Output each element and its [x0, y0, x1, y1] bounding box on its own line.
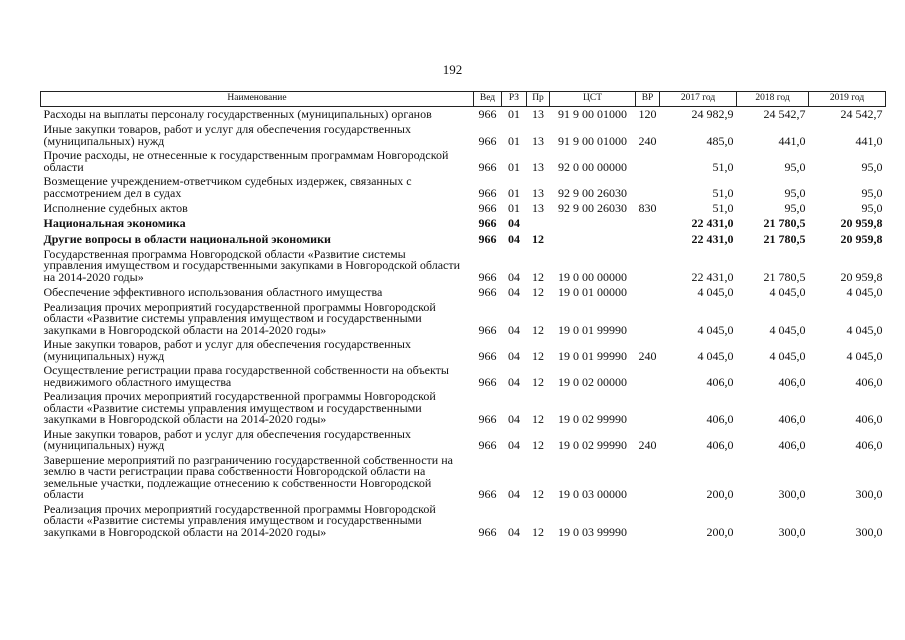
row-name: Обеспечение эффективного использования областного имущества	[43, 284, 383, 299]
header-name: Наименование	[41, 92, 474, 107]
row-vr	[636, 149, 660, 175]
row-2017: 485,0	[706, 133, 734, 148]
table-body	[41, 107, 886, 540]
row-vr: 240	[638, 348, 657, 363]
table-row	[41, 427, 886, 453]
row-name: Государственная программа Новгородской области «Развитие системы управления имуществом и государственными закупками в Новгородской области на 2014-2020 годы»	[43, 247, 461, 284]
row-2019: 20 959,8	[840, 231, 883, 246]
row-vr	[636, 232, 660, 248]
table-row	[41, 247, 886, 285]
row-rz: 04	[508, 216, 520, 230]
row-pr: 12	[532, 284, 544, 299]
row-2018: 406,0	[778, 438, 806, 452]
row-2017: 406,0	[706, 374, 734, 389]
row-vr	[636, 216, 660, 232]
row-2017: 22 431,0	[691, 216, 734, 230]
row-vr	[636, 300, 660, 338]
row-rz: 04	[508, 374, 520, 389]
row-2017: 4 045,0	[697, 284, 734, 299]
row-rz: 04	[508, 269, 520, 284]
table-row	[41, 364, 886, 390]
row-2019: 95,0	[861, 159, 883, 174]
row-2019: 95,0	[861, 200, 883, 215]
row-vr	[636, 175, 660, 201]
row-cst: 92 9 00 26030	[558, 185, 627, 200]
row-ved: 966	[478, 269, 497, 284]
row-cst: 19 0 00 00000	[558, 269, 627, 284]
row-2017: 200,0	[706, 487, 734, 501]
row-2018: 4 045,0	[769, 348, 806, 363]
row-2019: 95,0	[861, 185, 883, 200]
row-ved: 966	[478, 216, 497, 230]
row-cst: 19 0 01 00000	[558, 284, 627, 299]
row-name: Прочие расходы, не отнесенные к государственным программам Новгородской области	[43, 148, 449, 174]
row-name: Реализация прочих мероприятий государственной программы Новгородской области «Развитие системы управления имуществом и государственными закупками в Новгородской области на 2014-2020 годы»	[43, 389, 436, 426]
header-vr: ВР	[636, 92, 660, 107]
header-2019: 2019 год	[809, 92, 886, 107]
row-pr: 12	[532, 487, 544, 501]
row-name: Реализация прочих мероприятий государственной программы Новгородской области «Развитие системы управления имуществом и государственными закупками в Новгородской области на 2014-2020 годы»	[43, 502, 436, 539]
row-rz: 01	[508, 200, 520, 215]
row-rz: 04	[508, 284, 520, 299]
row-pr: 13	[532, 159, 544, 174]
row-2017: 200,0	[706, 524, 734, 539]
row-pr: 12	[532, 438, 544, 452]
table-row	[41, 232, 886, 248]
row-2019: 300,0	[855, 487, 883, 501]
row-2017: 4 045,0	[697, 322, 734, 337]
row-vr: 830	[638, 200, 657, 215]
row-2018: 406,0	[778, 412, 806, 426]
row-cst: 19 0 02 99990	[558, 438, 627, 452]
table-row	[41, 149, 886, 175]
row-ved: 966	[478, 231, 497, 246]
table-row	[41, 216, 886, 232]
row-2019: 441,0	[855, 133, 883, 148]
row-2018: 24 542,7	[763, 107, 806, 121]
row-pr: 13	[532, 200, 544, 215]
row-2019: 4 045,0	[846, 284, 883, 299]
row-vr	[636, 247, 660, 285]
row-rz: 04	[508, 412, 520, 426]
row-2017: 22 431,0	[691, 269, 734, 284]
row-name: Другие вопросы в области национальной экономики	[43, 231, 331, 246]
row-2019: 300,0	[855, 524, 883, 539]
row-2018: 21 780,5	[763, 216, 806, 230]
row-2018: 300,0	[778, 487, 806, 501]
budget-table	[40, 91, 886, 540]
row-cst	[550, 232, 636, 248]
table-row	[41, 300, 886, 338]
row-2019: 20 959,8	[840, 216, 883, 230]
row-name: Иные закупки товаров, работ и услуг для обеспечения государственных (муниципальных) нужд	[43, 427, 411, 452]
row-cst: 92 0 00 00000	[558, 159, 627, 174]
row-2019: 20 959,8	[840, 269, 883, 284]
row-ved: 966	[478, 487, 497, 501]
table-row	[41, 123, 886, 149]
row-vr	[636, 453, 660, 502]
row-2019: 24 542,7	[840, 107, 883, 121]
row-2018: 4 045,0	[769, 322, 806, 337]
table-header	[41, 92, 886, 107]
row-2019: 406,0	[855, 438, 883, 452]
row-pr: 12	[532, 374, 544, 389]
row-vr	[636, 502, 660, 540]
row-ved: 966	[478, 348, 497, 363]
table-row	[41, 390, 886, 428]
row-vr	[636, 390, 660, 428]
row-cst: 19 0 02 00000	[558, 374, 627, 389]
table-row	[41, 285, 886, 301]
row-vr: 240	[638, 133, 657, 148]
row-pr: 12	[532, 322, 544, 337]
table-row	[41, 453, 886, 502]
row-ved: 966	[478, 374, 497, 389]
row-ved: 966	[478, 284, 497, 299]
row-2017: 51,0	[712, 200, 734, 215]
row-2019: 4 045,0	[846, 322, 883, 337]
row-2017: 406,0	[706, 438, 734, 452]
row-2018: 95,0	[784, 185, 806, 200]
row-name: Исполнение судебных актов	[43, 200, 188, 215]
table-row	[41, 338, 886, 364]
row-ved: 966	[478, 159, 497, 174]
row-cst	[550, 216, 636, 232]
row-2017: 22 431,0	[691, 231, 734, 246]
row-vr: 120	[638, 107, 657, 121]
page-number: 192	[442, 62, 463, 77]
row-name: Реализация прочих мероприятий государственной программы Новгородской области «Развитие системы управления имуществом и государственными закупками в Новгородской области на 2014-2020 годы»	[43, 300, 436, 337]
row-name: Иные закупки товаров, работ и услуг для обеспечения государственных (муниципальных) нужд	[43, 122, 411, 148]
row-cst: 92 9 00 26030	[558, 200, 627, 215]
row-name: Расходы на выплаты персоналу государственных (муниципальных) органов	[43, 107, 432, 121]
row-2018: 21 780,5	[763, 269, 806, 284]
row-vr	[636, 285, 660, 301]
row-rz: 04	[508, 322, 520, 337]
row-cst: 19 0 01 99990	[558, 348, 627, 363]
row-2018: 300,0	[778, 524, 806, 539]
row-vr: 240	[638, 438, 657, 452]
row-pr	[527, 216, 550, 232]
row-name: Иные закупки товаров, работ и услуг для обеспечения государственных (муниципальных) нужд	[43, 337, 411, 363]
header-rz: РЗ	[502, 92, 527, 107]
header-ved: Вед	[474, 92, 502, 107]
row-rz: 01	[508, 107, 520, 121]
row-pr: 13	[532, 133, 544, 148]
row-cst: 19 0 01 99990	[558, 322, 627, 337]
row-ved: 966	[478, 438, 497, 452]
row-pr: 12	[532, 231, 544, 246]
row-ved: 966	[478, 412, 497, 426]
table-row	[41, 175, 886, 201]
row-pr: 13	[532, 185, 544, 200]
row-pr: 13	[532, 107, 544, 121]
header-2017: 2017 год	[660, 92, 737, 107]
row-vr	[636, 364, 660, 390]
row-2017: 406,0	[706, 412, 734, 426]
row-rz: 01	[508, 185, 520, 200]
row-ved: 966	[478, 185, 497, 200]
row-rz: 01	[508, 133, 520, 148]
row-rz: 04	[508, 524, 520, 539]
row-2018: 406,0	[778, 374, 806, 389]
row-2018: 441,0	[778, 133, 806, 148]
header-2018: 2018 год	[737, 92, 809, 107]
row-ved: 966	[478, 200, 497, 215]
row-name: Возмещение учреждением-ответчиком судебных издержек, связанных с рассмотрением дел в судах	[43, 174, 412, 200]
row-name: Осуществление регистрации права государственной собственности на объекты недвижимого областного имущества	[43, 363, 449, 389]
row-ved: 966	[478, 524, 497, 539]
row-rz: 04	[508, 438, 520, 452]
row-2017: 51,0	[712, 159, 734, 174]
row-2018: 95,0	[784, 159, 806, 174]
row-2019: 406,0	[855, 374, 883, 389]
row-2017: 24 982,9	[691, 107, 734, 121]
row-2017: 4 045,0	[697, 348, 734, 363]
row-2019: 406,0	[855, 412, 883, 426]
header-cst: ЦСТ	[550, 92, 636, 107]
row-cst: 19 0 02 99990	[558, 412, 627, 426]
row-2017: 51,0	[712, 185, 734, 200]
row-rz: 01	[508, 159, 520, 174]
row-2018: 21 780,5	[763, 231, 806, 246]
row-pr: 12	[532, 269, 544, 284]
row-cst: 19 0 03 00000	[558, 487, 627, 501]
table-row	[41, 201, 886, 217]
row-2018: 4 045,0	[769, 284, 806, 299]
row-pr: 12	[532, 524, 544, 539]
row-ved: 966	[478, 107, 497, 121]
row-name: Завершение мероприятий по разграничению государственной собственности на землю в части регистрации права собственности Новгородской области на земельные участки, подлежащие отнесению к собственности Новгородской области	[43, 453, 453, 501]
row-2019: 4 045,0	[846, 348, 883, 363]
row-rz: 04	[508, 487, 520, 501]
row-rz: 04	[508, 348, 520, 363]
row-pr: 12	[532, 348, 544, 363]
row-cst: 19 0 03 99990	[558, 524, 627, 539]
table-row	[41, 107, 886, 123]
row-name: Национальная экономика	[43, 216, 186, 230]
header-pr: Пр	[527, 92, 550, 107]
row-ved: 966	[478, 322, 497, 337]
row-2018: 95,0	[784, 200, 806, 215]
row-ved: 966	[478, 133, 497, 148]
table-row	[41, 502, 886, 540]
row-rz: 04	[508, 231, 520, 246]
row-cst: 91 9 00 01000	[558, 107, 627, 121]
row-cst: 91 9 00 01000	[558, 133, 627, 148]
row-pr: 12	[532, 412, 544, 426]
